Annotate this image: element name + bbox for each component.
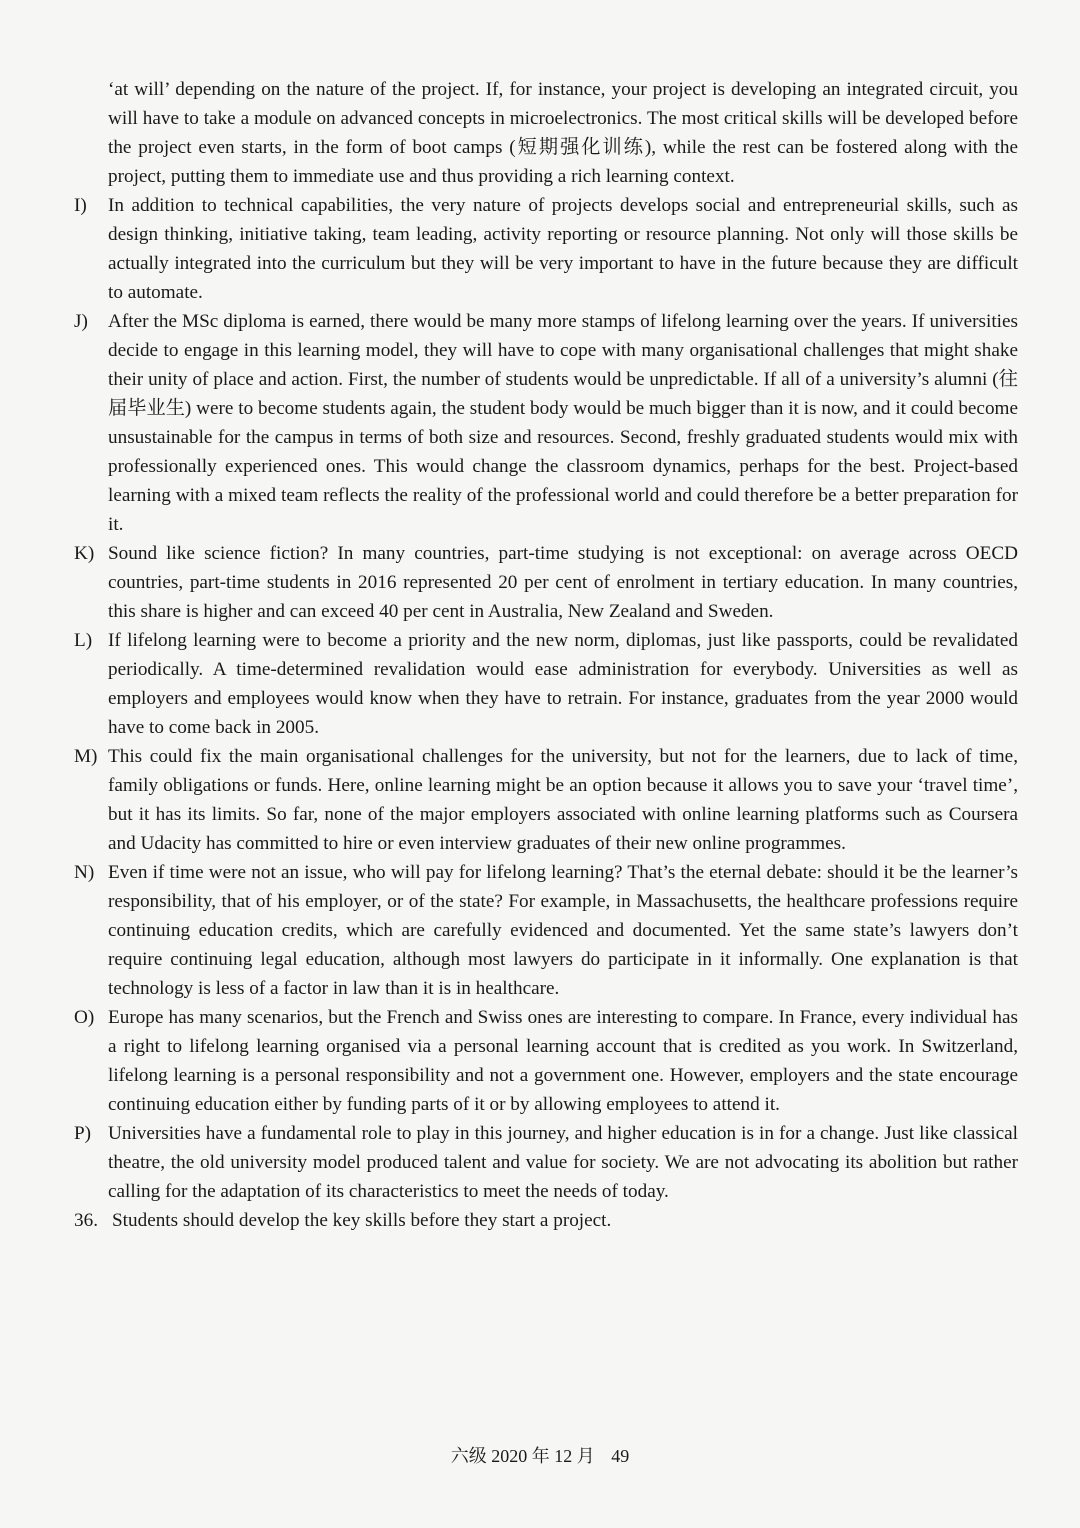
paragraph-n <box>74 858 1018 1003</box>
paragraph-text: Universities have a fundamental role to play in this journey, and higher education is in for a change. Just like classical theatre, the old university model produced talent and value for society. We are not advocating its abolition but rather calling for the adaptation of its characteristics to meet the needs of today. <box>108 1123 1018 1202</box>
paragraph-label: P) <box>74 1123 92 1144</box>
paragraph-o <box>74 1003 1018 1119</box>
paragraph-j <box>74 307 1018 539</box>
paragraph-text: After the MSc diploma is earned, there would be many more stamps of lifelong learning over the years. If universities decide to engage in this learning model, they will have to cope with many organisational challenges that might shake their unity of place and action. First, the number of students would be unpredictable. If all of a university’s alumni (往届毕业生) were to become students again, the student body would be much bigger than it is now, and it could become unsustainable for the campus in terms of both size and resources. Second, freshly graduated students would mix with professionally experienced ones. This would change the classroom dynamics, perhaps for the best. Project-based learning with a mixed team reflects the reality of the professional world and could therefore be a better preparation for it. <box>108 311 1018 535</box>
paragraph-text: Sound like science fiction? In many countries, part-time studying is not exceptional: on average across OECD countries, part-time students in 2016 represented 20 per cent of enrolment in tertiary education. In many countries, this share is higher and can exceed 40 per cent in Australia, New Zealand and Sweden. <box>108 543 1018 622</box>
page-footer <box>0 1444 1080 1468</box>
paragraph-l <box>74 626 1018 742</box>
page-number: 49 <box>611 1446 630 1466</box>
question-text: Students should develop the key skills before they start a project. <box>112 1210 612 1231</box>
paragraph-k <box>74 539 1018 626</box>
passage <box>74 75 1018 1235</box>
paragraph-p <box>74 1119 1018 1206</box>
paragraph-continued <box>74 75 1018 191</box>
paragraph-label: I) <box>74 195 87 216</box>
paragraph-label: L) <box>74 630 93 651</box>
paragraph-text: ‘at will’ depending on the nature of the project. If, for instance, your project is developing an integrated circuit, you will have to take a module on advanced concepts in microelectronics. The most critical skills will be developed before the project even starts, in the form of boot camps (短期强化训练), while the rest can be fostered along with the project, putting them to immediate use and thus providing a rich learning context. <box>108 79 1018 187</box>
paragraph-text: Europe has many scenarios, but the French and Swiss ones are interesting to compare. In France, every individual has a right to lifelong learning organised via a personal learning account that is credited as you work. In Switzerland, lifelong learning is a personal responsibility and not a government one. However, employers and the state encourage continuing education either by funding parts of it or by allowing employees to attend it. <box>108 1007 1018 1115</box>
question-number: 36. <box>74 1210 98 1231</box>
paragraph-label: J) <box>74 311 88 332</box>
paragraph-label: N) <box>74 862 95 883</box>
exam-title: 六级 2020 年 12 月 <box>450 1446 595 1466</box>
paragraph-label: K) <box>74 543 95 564</box>
paragraph-text: Even if time were not an issue, who will pay for lifelong learning? That’s the eternal debate: should it be the learner’s responsibility, that of his employer, or of the state? For example, in Massachusetts, the healthcare professions require continuing education credits, which are carefully evidenced and documented. Yet the same state’s lawyers don’t require continuing legal education, although most lawyers do participate in it informally. One explanation is that technology is less of a factor in law than it is in healthcare. <box>108 862 1018 999</box>
paragraph-i <box>74 191 1018 307</box>
paragraph-text: In addition to technical capabilities, the very nature of projects develops social and entrepreneurial skills, such as design thinking, initiative taking, team leading, activity reporting or resource planning. Not only will those skills be actually integrated into the curriculum but they will be very important to have in the future because they are difficult to automate. <box>108 195 1018 303</box>
question-36 <box>74 1206 1018 1235</box>
paragraph-label: O) <box>74 1007 95 1028</box>
paragraph-text: If lifelong learning were to become a priority and the new norm, diplomas, just like passports, could be revalidated periodically. A time-determined revalidation would ease administration for everybody. Universities as well as employers and employees would know when they have to retrain. For instance, graduates from the year 2000 would have to come back in 2005. <box>108 630 1018 738</box>
paragraph-label: M) <box>74 746 98 767</box>
paragraph-text: This could fix the main organisational challenges for the university, but not for the learners, due to lack of time, family obligations or funds. Here, online learning might be an option because it allows you to save your ‘travel time’, but it has its limits. So far, none of the major employers associated with online learning platforms such as Coursera and Udacity has committed to hire or even interview graduates of their new online programmes. <box>108 746 1018 854</box>
paragraph-m <box>74 742 1018 858</box>
